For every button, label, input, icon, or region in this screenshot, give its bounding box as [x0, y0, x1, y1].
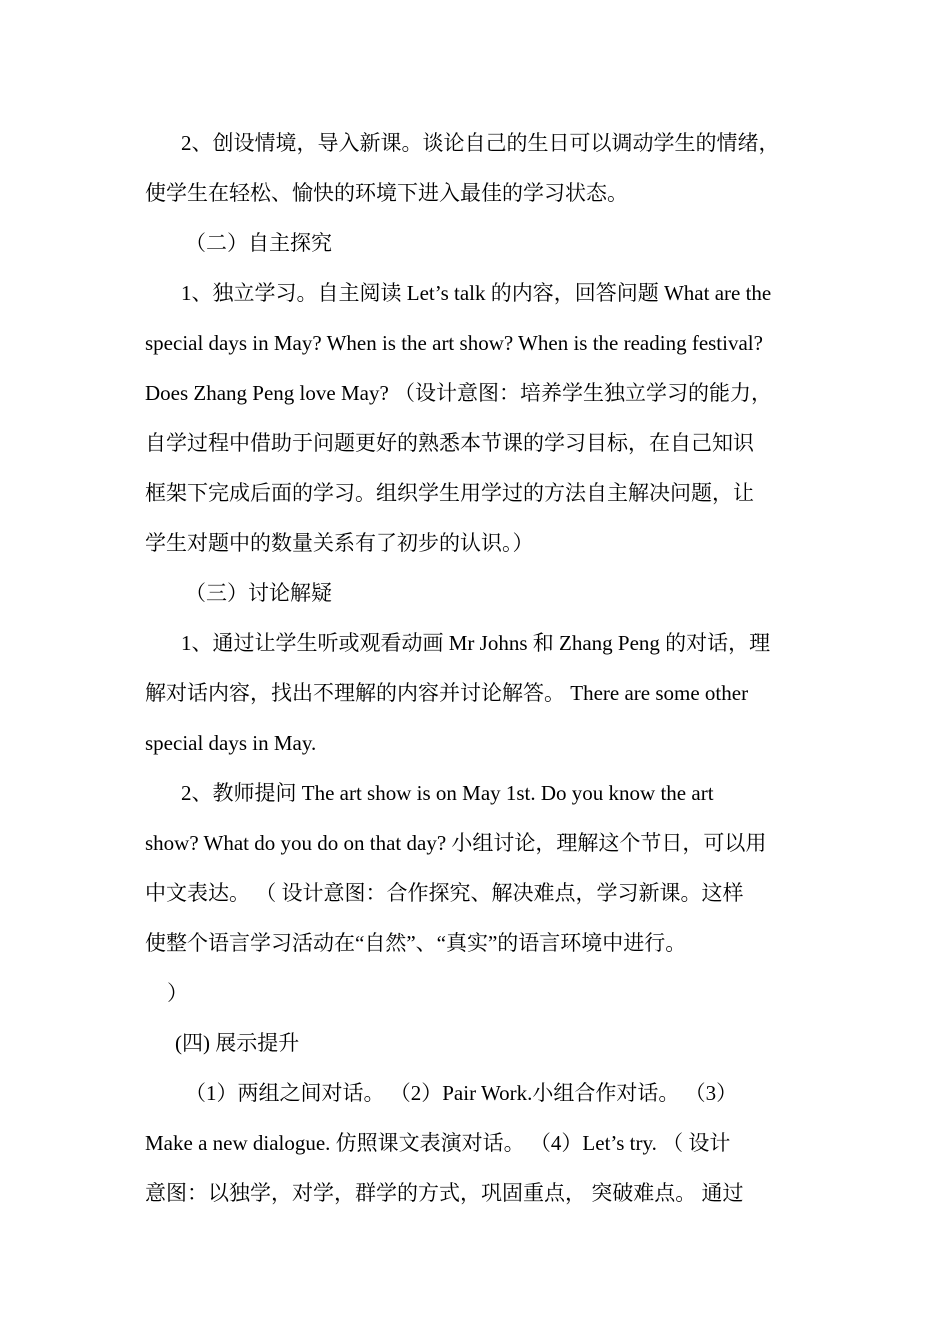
text-line: show? What do you do on that day? 小组讨论，理解这个节日，可以用 [145, 831, 767, 855]
text-line: 意图：以独学，对学，群学的方式，巩固重点， 突破难点。 通过 [145, 1181, 744, 1205]
document-body [145, 118, 825, 1218]
text-line: 框架下完成后面的学习。组织学生用学过的方法自主解决问题，让 [145, 481, 754, 505]
text-line: ） [167, 981, 188, 1005]
text-line: 中文表达。 （ 设计意图：合作探究、解决难点，学习新课。这样 [145, 881, 744, 905]
text-line: special days in May? When is the art show? When is the reading festival? [145, 331, 763, 355]
text-line: Does Zhang Peng love May? （设计意图：培养学生独立学习的能力， [145, 381, 773, 405]
text-line: special days in May. [145, 731, 317, 755]
text-line: 使整个语言学习活动在“自然”、“真实”的语言环境中进行。 [145, 931, 687, 955]
text-line: 学生对题中的数量关系有了初步的认识。） [145, 531, 534, 555]
text-line: 2、教师提问 The art show is on May 1st. Do you know the art [181, 781, 714, 805]
text-line: （1）两组之间对话。 （2）Pair Work.小组合作对话。 （3） [185, 1081, 738, 1105]
section-heading: （二）自主探究 [185, 231, 332, 255]
text-line: 使学生在轻松、愉快的环境下进入最佳的学习状态。 [145, 181, 628, 205]
text-line: Make a new dialogue. 仿照课文表演对话。 （4）Let’s try. （ 设计 [145, 1131, 731, 1155]
text-line: 1、独立学习。自主阅读 Let’s talk 的内容，回答问题 What are the [181, 281, 772, 305]
section-heading: （三）讨论解疑 [185, 581, 332, 605]
text-line: 2、创设情境，导入新课。谈论自己的生日可以调动学生的情绪， [181, 131, 780, 155]
text-line: 自学过程中借助于问题更好的熟悉本节课的学习目标，在自己知识 [145, 431, 754, 455]
section-heading: (四) 展示提升 [175, 1031, 300, 1055]
text-line: 解对话内容，找出不理解的内容并讨论解答。 There are some other [145, 681, 749, 705]
text-line: 1、通过让学生听或观看动画 Mr Johns 和 Zhang Peng 的对话，理 [181, 631, 771, 655]
